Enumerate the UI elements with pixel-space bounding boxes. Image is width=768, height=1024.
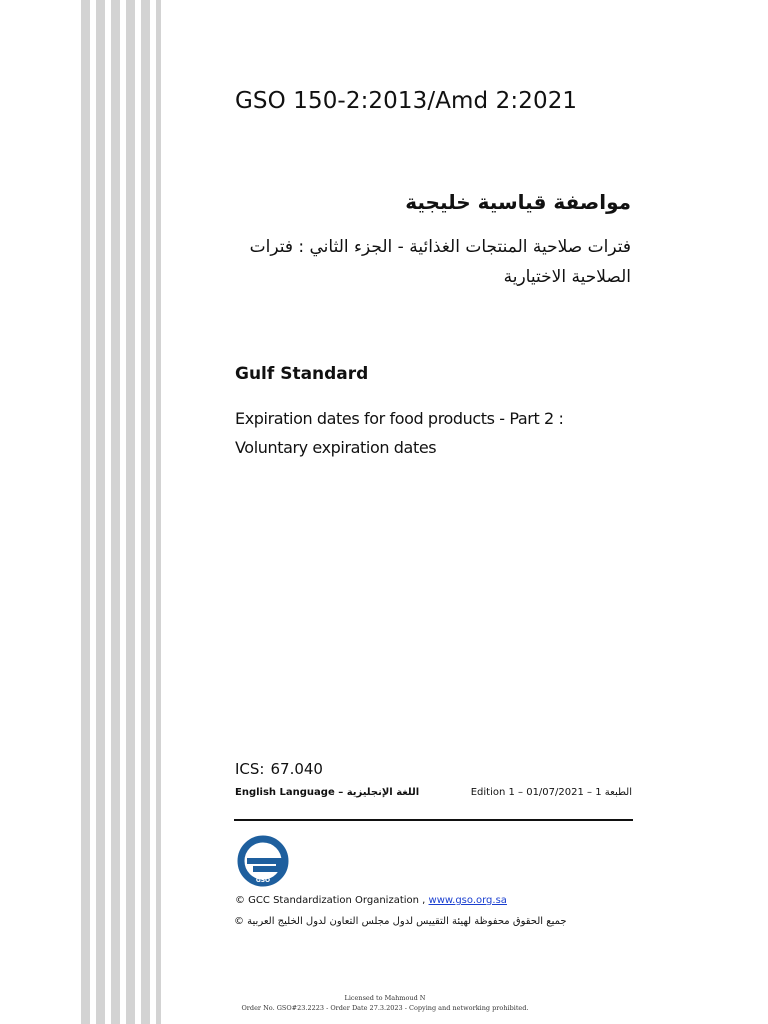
license-line-1: Licensed to Mahmoud N <box>344 994 426 1002</box>
ics-value: 67.040 <box>270 760 323 778</box>
horizontal-rule <box>234 819 633 821</box>
gso-logo-icon <box>235 835 291 887</box>
logo-text: GSO <box>255 877 271 884</box>
ics-label: ICS: <box>235 760 265 778</box>
ics-code <box>235 760 323 778</box>
gso-website-link[interactable]: www.gso.org.sa <box>428 895 507 906</box>
language-label: English Language – اللغة الإنجليزية <box>235 787 420 798</box>
copyright-english <box>235 895 507 906</box>
english-title: Gulf Standard <box>235 364 369 384</box>
english-subtitle: Expiration dates for food products - Part 2 : Voluntary expiration dates <box>235 409 564 457</box>
document-code: GSO 150-2:2013/Amd 2:2021 <box>235 88 578 114</box>
license-line-2: Order No. GSO#23.2223 - Order Date 27.3.2023 - Copying and networking prohibited. <box>241 1004 529 1012</box>
arabic-subtitle: فترات صلاحية المنتجات الغذائية - الجزء الثاني : فترات الصلاحية الاختيارية <box>249 237 631 287</box>
edition-label: Edition 1 – 01/07/2021 – الطبعة 1 <box>470 787 632 798</box>
decorative-stripes <box>81 0 161 1024</box>
license-notice <box>200 993 570 1013</box>
copyright-prefix: © GCC Standardization Organization , <box>235 895 426 906</box>
arabic-title: مواصفة قياسية خليجية <box>405 190 631 214</box>
copyright-arabic: جميع الحقوق محفوظة لهيئة التقييس لدول مجلس التعاون لدول الخليج العربية © <box>234 916 567 927</box>
